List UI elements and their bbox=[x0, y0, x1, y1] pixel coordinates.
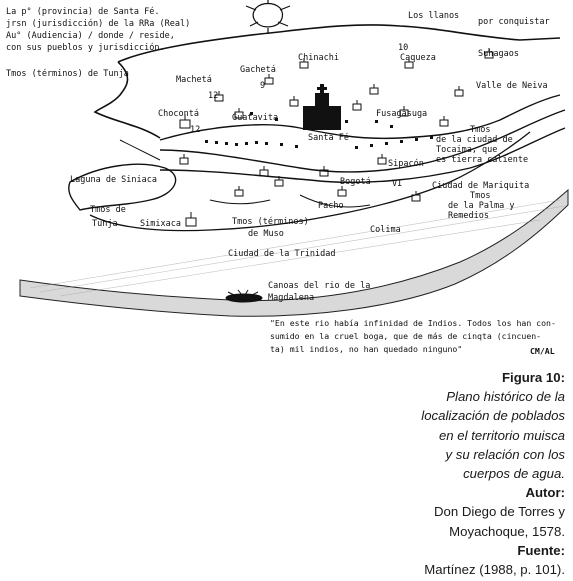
sun-compass-icon bbox=[246, 0, 290, 34]
label-colima: Colima bbox=[370, 225, 401, 235]
label-tocaima-4: es tierra caliente bbox=[436, 155, 529, 165]
description-line-2: localización de poblados bbox=[421, 408, 565, 424]
label-canoas-2: Magdalena bbox=[268, 293, 315, 303]
label-muso-2: de Muso bbox=[248, 229, 284, 239]
label-mariquita-3: de la Palma y bbox=[448, 201, 515, 211]
label-neiva: Valle de Neiva bbox=[476, 81, 548, 91]
label-gacheta: Gachetá bbox=[240, 65, 276, 75]
figure-number: Figura 10: bbox=[501, 370, 565, 385]
quote-line-1: "En este rio había infinidad de Indios. Todos los han con- bbox=[270, 318, 556, 328]
creek-lines bbox=[120, 140, 370, 207]
cathedral-icon bbox=[303, 84, 341, 130]
label-canoas-1: Canoas del rio de la bbox=[268, 281, 371, 291]
label-fusagasuga: Fusagasuga bbox=[376, 109, 428, 119]
num-12-a: 12 bbox=[208, 91, 219, 101]
label-tocaima-3: Tocaima, que bbox=[436, 145, 498, 155]
description-line-1: Plano histórico de la bbox=[446, 389, 565, 405]
label-tocaima-1: Tmos bbox=[470, 125, 491, 135]
label-tocaima-2: de la ciudad de bbox=[436, 135, 513, 145]
num-10: 10 bbox=[398, 43, 409, 53]
label-sipacon: Sipacón bbox=[388, 159, 424, 169]
label-caqueza: Caqueza bbox=[400, 53, 436, 63]
quote-line-2: sumido en la cruel boga, que de más de cinqta (cincuen- bbox=[270, 331, 542, 341]
num-12-b: 12 bbox=[190, 125, 201, 135]
label-conquistar: por conquistar bbox=[478, 17, 550, 27]
source-label: Fuente: bbox=[517, 542, 565, 558]
label-tunja-1: Tmos de bbox=[90, 205, 126, 215]
figure-caption bbox=[315, 368, 565, 579]
description-line-4: y su relación con los bbox=[445, 446, 565, 462]
label-choconta: Chocontá bbox=[158, 109, 199, 119]
label-guatavita: Guatavita bbox=[232, 113, 279, 123]
label-santafe: Santa Fé bbox=[308, 133, 349, 143]
label-pacho: Pacho bbox=[318, 201, 344, 211]
province-line-1: La p° (provincia) de Santa Fé. bbox=[6, 7, 160, 17]
label-muso-1: Tmos (términos) bbox=[232, 217, 309, 227]
province-line-4: con sus pueblos y jurisdicción. bbox=[6, 43, 165, 53]
author-label: Autor: bbox=[525, 485, 565, 501]
source-text: Martínez (1988, p. 101). bbox=[424, 562, 565, 578]
label-suhagaos: Suhagaos bbox=[478, 49, 519, 59]
label-mariquita-4: Remedios bbox=[448, 211, 489, 221]
province-line-3: Au° (Audiencia) / donde / reside, bbox=[6, 31, 175, 41]
label-laguna: Laguna de Siniaca bbox=[70, 175, 157, 185]
label-tunja-terminos: Tmos (términos) de Tunja bbox=[6, 69, 129, 79]
label-trinidad: Ciudad de la Trinidad bbox=[228, 249, 336, 259]
label-bogota: Bogotá bbox=[340, 177, 371, 187]
lagoon bbox=[69, 164, 176, 210]
description-line-5: cuerpos de agua. bbox=[463, 466, 565, 482]
author-line-2: Moyachoque, 1578. bbox=[449, 523, 565, 539]
quote-line-3: ta) mil indios, no han quedado ninguno" bbox=[270, 344, 463, 354]
author-line-1: Don Diego de Torres y bbox=[434, 504, 565, 520]
label-mariquita-1: Ciudad de Mariquita bbox=[432, 181, 530, 191]
mountain-ridge bbox=[160, 95, 560, 140]
province-line-2: jrsn (jurisdicción) de la RRa (Real) bbox=[6, 19, 191, 29]
num-vi: VI bbox=[392, 179, 403, 189]
num-9: 9 bbox=[260, 81, 266, 91]
canoe-icon bbox=[226, 290, 262, 302]
label-tunja-2: Tunja bbox=[92, 219, 118, 229]
label-macheta: Machetá bbox=[176, 75, 212, 85]
signature: CM/AL bbox=[530, 346, 555, 356]
label-llanos: Los llanos bbox=[408, 11, 460, 21]
description-line-3: en el territorio muisca bbox=[438, 427, 565, 443]
label-chinachi: Chinachi bbox=[298, 53, 339, 63]
label-mariquita-2: Tmos bbox=[470, 191, 491, 201]
label-simixaca: Simixaca bbox=[140, 219, 181, 229]
